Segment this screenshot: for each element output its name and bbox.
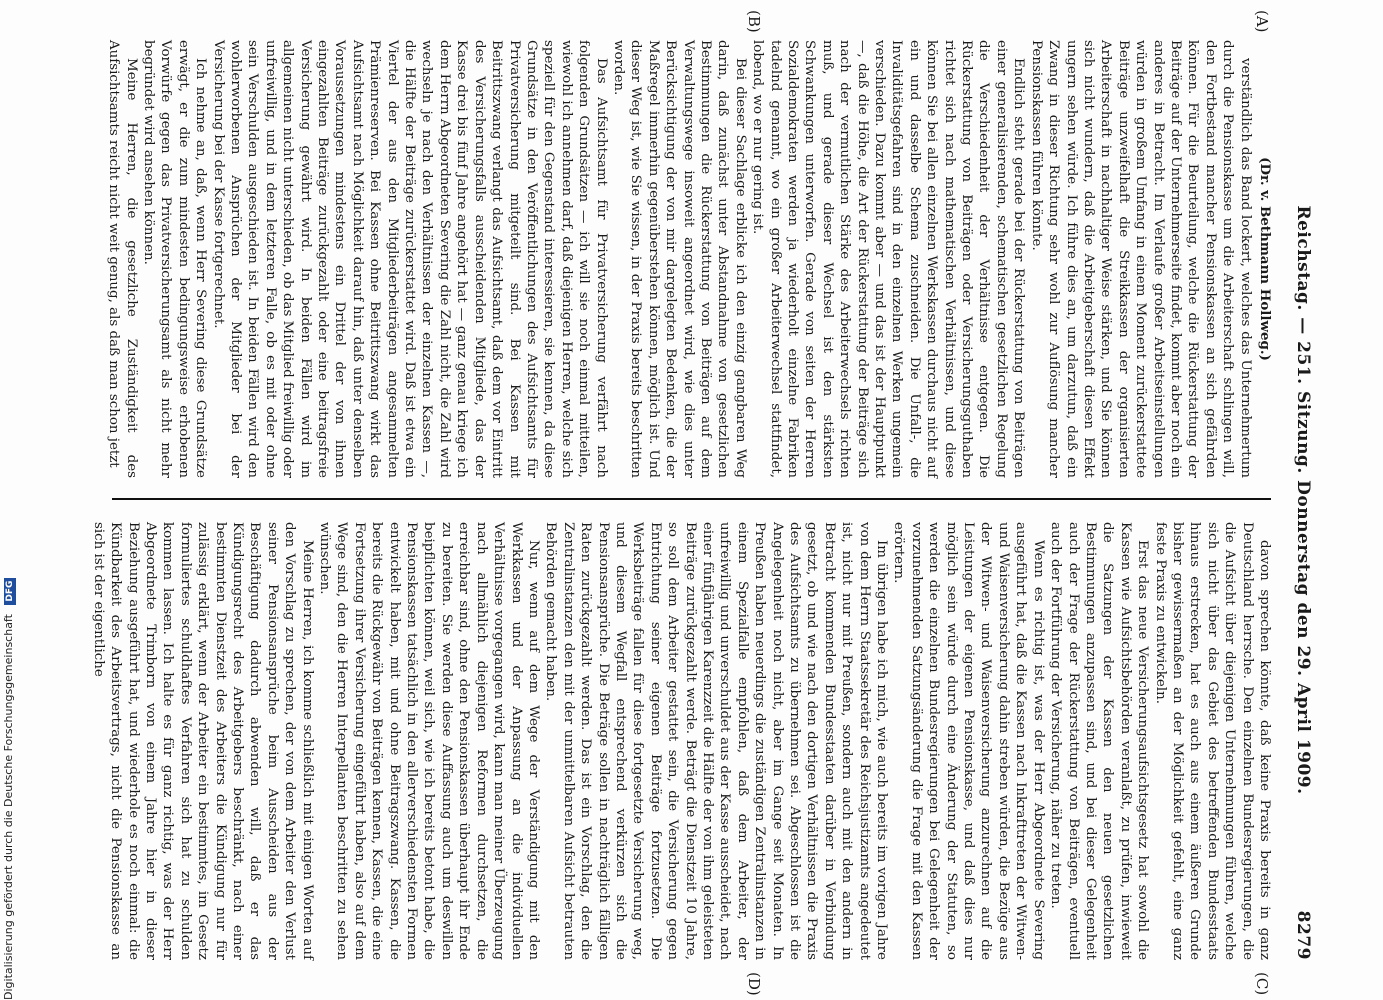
- paragraph: Meine Herren, ich komme schließlich mit einigen Worten auf den Vorschlag zu sprechen, der von dem Arbeiter den Verlust seiner Pensionsansprüche beim Ausscheiden aus der Beschäftigung dadurch abwenden will, daß er das Kündigungsrecht des Arbeitgebers beschränkt, nach einer bestimmten Dienstzeit des Arbeiters die Kündigung nur für zulässig erklärt, wenn der Arbeiter ein bestimmtes, im Gesetz formuliertes schuldhaftes Verfahren sich hat zu schulden kommen lassen. Ich halte es für ganz richtig, was der Herr Abgeordnete Trimborn von einem Jahre hier in dieser Beziehung ausgeführt hat, und wiederhole es noch einmal: die Kündbarkeit des Arbeitsvertrags, nicht die Pensionskasse an sich ist der eigentliche: [90, 522, 315, 960]
- paragraph: Nur, wenn auf dem Wege der Verständigung mit den Werkkassen und der Anpassung an die individuellen Verhältnisse vorgegangen wird, kann man meiner Überzeugung nach allmählich diejenigen Reformen durchsetzen, die erreichbar sind, ohne den Pensionskassen überhaupt ihr Ende zu bereiten. Sie werden diese Auffassung auch um deswillen beipflichten können, weil sich, wie ich bereits betont habe, die Pensionskassen tatsächlich in den allerverschiedensten Formen entwickelt haben, mit und ohne Beitragszwang. Kassen, die bereits die Rückgewähr von Beiträgen kennen, Kassen, die eine Fortsetzung ihrer Versicherung eingeführt haben, also auf dem Wege sind, den die Herren Interpellanten beschritten zu sehen wünschen.: [317, 522, 541, 960]
- digitization-note: Digitalisierung gefördert durch die Deutsche Forschungsgemeinschaft: [2, 614, 15, 1000]
- paragraph: Bei dieser Sachlage erblicke ich den einzig gangbaren Weg darin, daß zunächst unter Abstandnahme von gesetzlichen Bestimmungen die Rückerstattung von Beiträgen auf dem Verwaltungswege insoweit angeordnet wird, wie dies unter Berücksichtigung der von mir dargelegten Bedenken, die der Maßregel immerhin gegenüberstehen können, möglich ist. Und dieser Weg ist, wie Sie wissen, in der Praxis bereits beschritten worden.: [610, 40, 748, 478]
- digitization-footer: [0, 0, 20, 1000]
- page-header: [1285, 40, 1313, 960]
- paragraph: davon sprechen könnte, daß keine Praxis bereits in ganz Deutschland herrsche. Den einzelnen Bundesregierungen, die die Aufsicht über diejenigen Unternehmungen führen, welche sich nicht über das Gebiet des betreffenden Bundesstaats hinaus erstrecken, hat es auch aus einem äußeren Grunde bisher gewissermaßen an der Möglichkeit gefehlt, eine ganz feste Praxis zu entwickeln.: [1152, 522, 1272, 960]
- right-column: [90, 522, 1273, 960]
- page-number: 8279: [1293, 910, 1313, 960]
- margin-mark-c: (C): [1253, 972, 1271, 996]
- paragraph: Endlich steht gerade bei der Rückerstattung von Beiträgen einer generalisierenden, schematischen gesetzlichen Regelung die Verschiedenheit der Verhältnisse entgegen. Die Rückerstattung von Beiträgen oder Versicherungsguthaben richtet sich nach mathematischen Verhältnissen, und diese können Sie bei allen einzelnen Werkskassen durchaus nicht auf ein und dasselbe Schema zuschneiden. Die Unfall-, die Invaliditätsgefahren sind in den einzelnen Werken ungemein verschieden. Dazu kommt aber — und das ist der Hauptpunkt —, daß die Höhe, die Art der Rückerstattung der Beiträge sich nach der vermutlichen Stärke des Arbeiterwechsels richten muß, und gerade dieser Wechsel ist den stärksten Schwankungen unterworfen. Gerade von seiten der Herren Sozialdemokraten werden ja wiederholt einzelne Fabriken tadelnd genannt, wo ein großer Arbeiterwechsel stattfindet, lobend, wo er nur gering ist.: [750, 40, 1027, 478]
- column-divider: [112, 498, 1271, 500]
- paragraph: Ich nehme an, daß, wenn Herr Severing diese Grundsätze erwägt, er die zum mindesten bedingungsweise erhobenen Vorwürfe gegen das Privatversicherungsamt als nicht mehr begründet wird ansehen können.: [141, 40, 209, 478]
- paragraph: Meine Herren, die gesetzliche Zuständigkeit des Aufsichtsamts reicht nicht weit genug, als daß man schon jetzt: [106, 40, 139, 478]
- paragraph: Wenn es richtig ist, was der Herr Abgeordnete Severing ausgeführt hat, daß die Kassen nach Inkrafttreten der Witwen- und Waisenversicherung dahin streben würden, die Bezüge aus der Witwen- und Waisenversicherung anzurechnen auf die Leistungen der eigenen Pensionskasse, und daß dies nur möglich sein würde durch eine Änderung der Statuten, so werden die einzelnen Bundesregierungen bei Gelegenheit der vorzunehmenden Satzungsänderung die Frage mit den Kassen erörtern.: [891, 522, 1046, 960]
- paragraph: Erst das neue Versicherungsaufsichtsgesetz hat sowohl die Kassen wie Aufsichtsbehörden veranlaßt, zu prüfen, inwieweit die Satzungen der Kassen den neuen gesetzlichen Bestimmungen anzupassen sind, und bei dieser Gelegenheit auch der Frage der Rückerstattung von Beiträgen, eventuell auch der Fortführung der Versicherung, näher zu treten.: [1048, 522, 1151, 960]
- header-title: Reichstag. — 251. Sitzung. Donnerstag den 29. April 1909.: [1293, 205, 1313, 795]
- paragraph: Im übrigen habe ich mich, wie auch bereits im vorigen Jahre von dem Herrn Staatssekretär des Reichsjustizamts angedeutet ist, nicht nur mit Preußen, sondern auch mit den andern in Betracht kommenden Bundesstaaten darüber in Verbindung gesetzt, ob und wie nach den dortigen Verhältnissen die Praxis des Aufsichtsamts zu übernehmen sei. Abgeschlossen ist die Angelegenheit noch nicht, aber im Gange seit Monaten. In Preußen haben neuerdings die zuständigen Zentralinstanzen in einem Spezialfalle empfohlen, daß dem Arbeiter, der unfreiwillig und unverschuldet aus der Kasse ausscheidet, nach einer fünfjährigen Karenzzeit die Hälfte der von ihm geleisteten Beiträge zurückgezahlt werde. Beträgt die Dienstzeit 10 Jahre, so soll dem Arbeiter gestattet sein, die Versicherung gegen Entrichtung seiner eigenen Beiträge fortzusetzen. Die Werksbeiträge fallen für diese fortgesetzte Versicherung weg, und diesem Wegfall entsprechend verkürzen sich die Pensionsansprüche. Die Beträge sollen in nachträglich fälligen Raten zurückgezahlt werden. Das ist ein Vorschlag, den die Zentralinstanzen den mit der unmittelbaren Aufsicht betrauten Behörden gemacht haben.: [543, 522, 890, 960]
- dfg-logo: DFG: [4, 578, 16, 605]
- paragraph: verständlich das Band lockert, welches das Unternehmertum durch die Pensionskasse um die Arbeiterschaft schlingen will, den Fortbestand mancher Pensionskassen an sich gefährden können. Für die Beurteilung, welche die Rückerstattung der Beiträge auf der Unternehmerseite findet, kommt aber noch ein anderes in Betracht. Im Verlaufe großer Arbeitseinstellungen würden in großem Umfang in einem Moment zurückerstattete Beiträge unzweifelhaft die Streikkassen der organisierten Arbeiterschaft in nachhaltiger Weise stärken, und Sie können sich nicht wundern, daß die Arbeitgeberschaft diesen Effekt ungern sehen würde. Ich führe dies an, um darzutun, daß ein Zwang in dieser Richtung sehr wohl zur Auflösung mancher Pensionskassen führen könnte.: [1028, 40, 1253, 478]
- margin-mark-b: (B): [745, 10, 763, 33]
- left-column: [106, 40, 1273, 478]
- speaker-name: (Dr. v. Bethmann Hollweg.): [1257, 157, 1273, 361]
- margin-mark-a: (A): [1253, 10, 1271, 33]
- margin-mark-d: (D): [745, 972, 763, 996]
- paragraph: Das Aufsichtsamt für Privatversicherung verfährt nach folgenden Grundsätzen — ich will sie noch einmal mitteilen, wiewohl ich annehmen darf, daß diejenigen Herren, welche sich speziell für den Gegenstand interessieren, sie kennen, da diese Grundsätze in den Veröffentlichungen des Aufsichtsamts für Privatversicherung mitgeteilt sind. Bei Kassen mit Beitrittszwang verlangt das Aufsichtsamt, daß dem vor Eintritt des Versicherungsfalls ausscheidenden Mitgliede, das der Kasse drei bis fünf Jahre angehört hat — ganz genau kriege ich dem Herrn Abgeordneten Severing die Zahl nicht, die Zahl wird wechseln je nach den Verhältnissen der einzelnen Kassen —, die Hälfte der Beiträge zurückerstattet wird. Daß ist etwa ein Viertel der aus den Mitgliederbeiträgen angesammelten Prämienreserven. Bei Kassen ohne Beitrittszwang wirkt das Aufsichtsamt nach Möglichkeit darauf hin, daß unter denselben Voraussetzungen mindestens ein Drittel der von ihnen eingezahlten Beiträge zurückgezahlt oder eine beitragsfreie Versicherung gewährt wird. In beiden Fällen wird im allgemeinen nicht unterschieden, ob das Mitglied freiwillig oder unfreiwillig, und in dem letzteren Falle, ob es mit oder ohne sein Verschulden ausgeschieden ist. In beiden Fällen wird den wohlerworbenen Ansprüchen der Mitglieder bei der Versicherung bei der Kasse fortgerechnet.: [210, 40, 609, 478]
